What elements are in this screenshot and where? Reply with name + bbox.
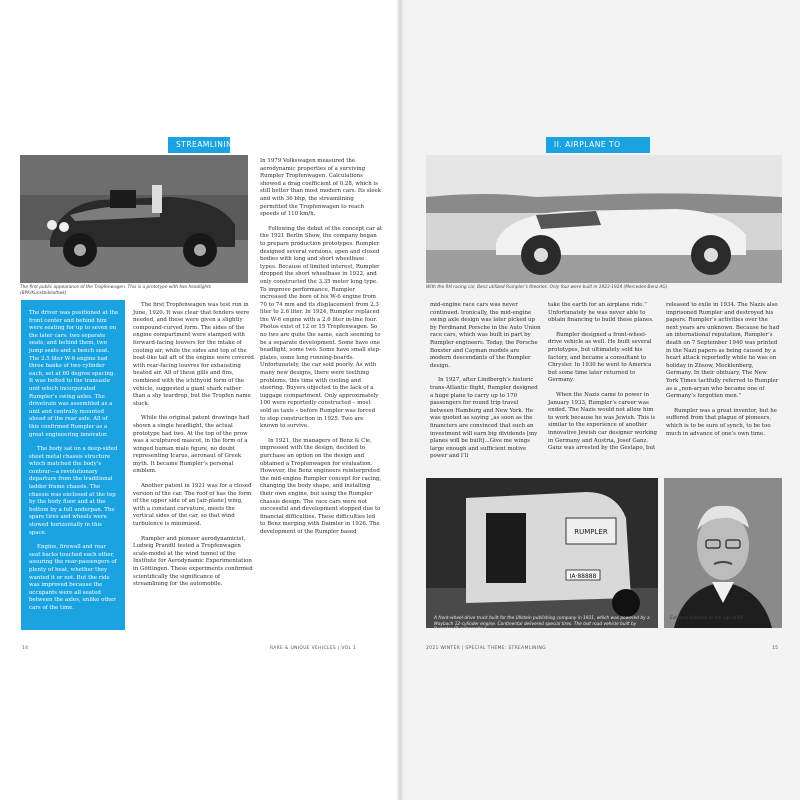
- paragraph: take the earth for an airplane ride.” Unfortunately he was never able to obtain financing to build these planes.: [548, 302, 654, 324]
- photo-caption: The first public appearance of the Tropfenwagen. This is a prototype with two headlights (BPK/Kunstbibliothek): [20, 285, 212, 296]
- paragraph: While the original patent drawings had shown a single headlight, the actual prototype had two. At the top of the prow was a sculptured mascot, in the form of a winged human male figure, no doubt representing Icarus, aeronaut of Greek myth. It became Rumpler’s personal emblem.: [133, 415, 250, 475]
- sidebar-text: [29, 310, 119, 620]
- paragraph: Rumpler designed a front-wheel-drive vehicle as well. He built several prototypes, but ultimately sold his factory, and became a consultant to Chrysler. In 1930 he went to America but some time later returned to Germany.: [548, 331, 652, 384]
- section-tag: II. AIRPLANE TO: [546, 137, 650, 153]
- paragraph: Following the debut of the concept car at the 1921 Berlin Show, the company began to prepare production prototypes. Rumpler designed several versions, open and closed bodies with long and short wheelbase types. Because of limited interest, Rumpler dropped the short wheelbase in 1922, and only constructed the 3.35 meter long type. To improve performance, Rumpler increased the bore of his W-6 engine from 70 to 74 mm and its displacement from 2.3 liter to 2.6 liter. In 1924, Rumpler replaced the W-6 engine with a 2.6 liter in-line four. Photos exist of 12 or 15 Tropfenwagen. So no two are quite the same, each seeming to be a separate development. Some have one headlight, some two. Some have small step-plates, some long running-boards. Unfortunately, the car sold poorly. As with many new designs, there were teething problems, this time with cooling and steering. Buyers objected to the lack of a luggage compartment. Only approximately 100 were reportedly constructed – most sold as taxis – before Rumpler was forced to stop construction in 1925. Two are known to survive.: [260, 225, 383, 430]
- paragraph: The first Tropfenwagen was test run in June, 1920. It was clear that fenders were needed, and these were given a slightly compound-curved form. The sides of the engine compartment were stamped with forward-facing louvers for the intake of cooling air, while the sides and top of the boat-like tail aft of the engine were covered with rear-facing louvres for exhausting heated air. All of these gills and fins, combined with the ichthyoid form of the vehicle, suggested a giant shark rather than a shy teardrop, but the Tropfen name stuck.: [133, 302, 254, 407]
- paragraph: Rumpler was a great inventor, but he suffered from that plague of pioneers, which is to be sure of synch, to be too much in advance of one’s own time.: [666, 407, 777, 437]
- paragraph: In 1921, the managers of Benz & Cie, impressed with the design, decided to purchase an option on the design and obtained a Tropfenwagen for evaluation. However, the Benz engineers reinterpreted the mid-engine Rumpler concept for racing, changing the body shape, and installing their own engine, but using the Rumpler chassis design. The race cars were not successful and development stopped due to financial difficulties. These difficulties led to Benz merging with Daimler in 1926. The development of the Rumpler based: [260, 437, 382, 535]
- paragraph: Rumpler and pioneer aerodynamicist, Ludwig Prandtl tested a Tropfenwagen scale-model at the wind tunnel of the Institute for Aerodynamic Experimentation in Göttingen. These experiments confirmed scientifically the significance of streamlining for the automobile.: [133, 535, 253, 588]
- paragraph: In 1927, after Lindbergh’s historic trans-Atlantic flight, Rumpler designed a huge plane to carry up to 170 passengers for round trip travel between Hamburg and New York. He was quoted as saying „as soon as the financiers are convinced that such an investment will earn big dividends [my planes will be built]...Give me wings large enough and sufficient motive power and I’ll: [430, 377, 538, 460]
- paragraph: released to exile in 1934. The Nazis also imprisoned Rumpler and destroyed his papers. Rumpler’s activities over the next years are unknown. Because he had an international reputation, Rumpler’s death on 7 September 1940 was printed in the Nazi papers as being caused by a heart attack reportedly while he was on holiday in Züsow, Mecklenberg, Germany. In their obituary, The New York Times tactfully referred to Rumpler as a „non-aryan who became one of Germany’s forgotten men.”: [666, 302, 780, 400]
- column-2: [548, 302, 660, 460]
- column-3: [260, 158, 382, 544]
- section-tag: STREAMLINING: [168, 137, 230, 153]
- book-spine: [396, 0, 404, 800]
- tropfenwagen-photo: [20, 155, 248, 283]
- right-page: [400, 0, 800, 800]
- paragraph: mid-engine race cars was never continued. Ironically, the mid-engine swing axle design was later picked up by Ferdinand Porsche in the Auto Union race cars, which was built in part by Rumpler engineers. Today, the Porsche Boxster and Cayman models are modern descendants of the Rumpler design.: [430, 302, 541, 369]
- race-car-photo: [426, 155, 782, 283]
- paragraph: Another patent in 1921 was for a closed version of the car. The roof of has the form of the upper side of an [air-plane] wing, with a constant curvature, meets the vertical sides of the car, so that wind turbulence is minimized.: [133, 483, 252, 528]
- page-number: 15: [772, 646, 779, 651]
- page-number: 14: [22, 646, 29, 651]
- photo-caption: With the RH racing car, Benz utilized Rumpler’s theories. Only four were built in 1923-1924 (Mercedes-Benz AG): [426, 285, 668, 290]
- column-3: [666, 302, 780, 445]
- truck-sign: RUMPLER: [574, 528, 608, 536]
- column-2: [133, 302, 255, 596]
- truck-caption: A front-wheel-drive truck built for the Ullstein publishing company in 1931, which was powered by a Maybach 12-cylinder engine. Continental delivered special tires. The last road vehicle built by Rumpler (Bundesarchiv): [434, 616, 650, 633]
- sidebar-paragraph: The body sat on a deep-sided sheet metal chassis structure which matched the body’s contour—a revolutionary departure from the traditional ladder frame chassis. The chassis was enclosed at the top by the body floor and at the bottom by a full underpan. The spare tires and wheels were stowed horizontally in this space.: [29, 446, 118, 536]
- footer-text: RARE & UNIQUE VEHICLES | VOL 1: [270, 646, 357, 651]
- column-1: [430, 302, 542, 468]
- sidebar-paragraph: Engine, firewall and rear seat backs touched each other, assuring the rear-passengers of plenty of heat, whether they wanted it or not. But the ride was improved because the occupants were all seated between the axles, unlike other cars of the time.: [29, 544, 117, 611]
- sidebar-paragraph: The driver was positioned at the front center and behind him were seating for up to seven on the later cars: two separate seats, and behind them, two jump seats and a bench seat. The 2.5 liter W-6 engine had three banks of two cylinder each, set at 60 degree spacing. It was bolted to the transaxle unit which incorporated Rumpler’s swing axles. The drivetrain was assembled as a unit and centrally mounted ahead of the rear axle. All of this confirmed Rumpler as a great engineering innovator.: [29, 310, 119, 438]
- paragraph: When the Nazis came to power in January 1933, Rumpler’s career was ended. The Nazis would not allow him to work because he was Jewish. This is similar to the experience of another innovative Jewish car designer working in Germany and Austria, Josef Ganz. Ganz was arrested by the Gestapo, but: [548, 391, 657, 452]
- truck-photo: [426, 478, 658, 633]
- paragraph: In 1979 Volkswagen measured the aerodynamic properties of a surviving Rumpler Tropfenwagen. Calculations showed a drag coefficient of 0.28, which is still better than most modern cars. Its sleek and with 36 bhp, the streamlining permitted the Tropfenwagen to reach speeds of 110 km/h.: [260, 158, 382, 218]
- footer-text: 2021 WINTER | SPECIAL THEME: STREAMLINING: [426, 646, 546, 651]
- portrait-photo: [664, 478, 782, 628]
- portrait-caption: Edmund Rumpler at the age of 60: [670, 616, 744, 621]
- license-plate: IA·88888: [569, 573, 597, 580]
